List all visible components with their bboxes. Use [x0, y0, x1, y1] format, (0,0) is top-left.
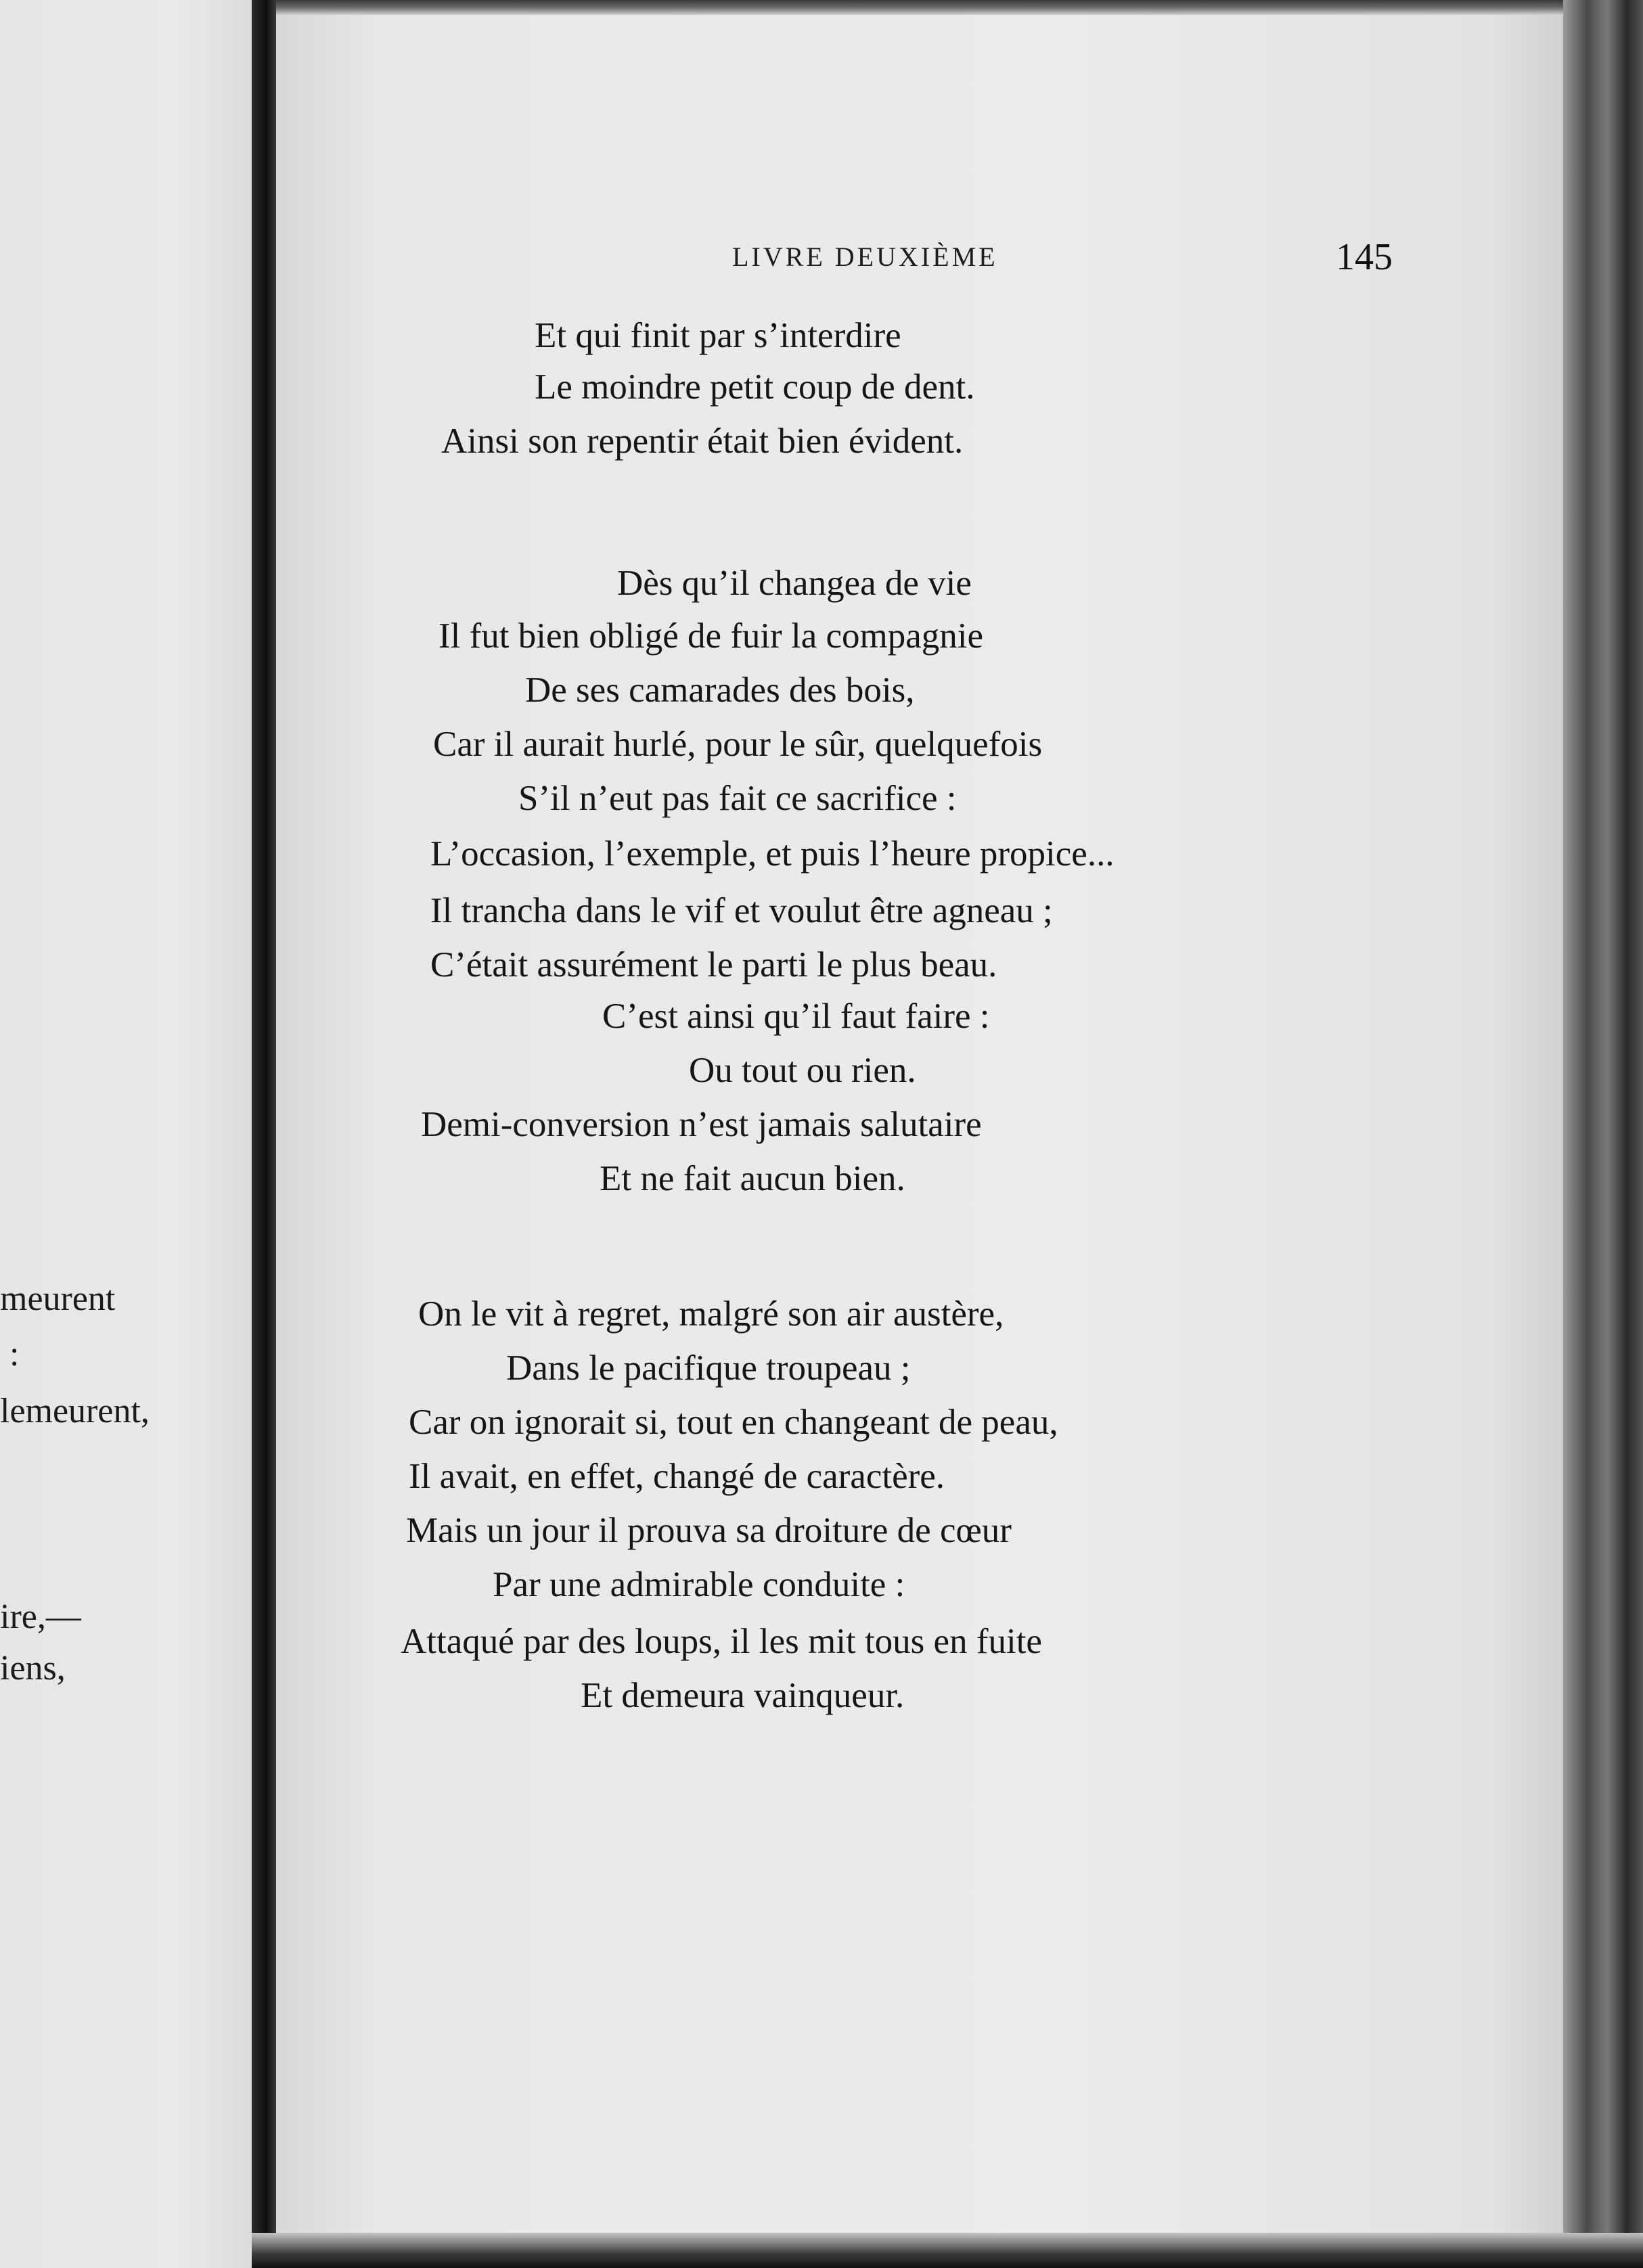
verse-line: Et demeura vainqueur.	[581, 1676, 905, 1715]
verse-line: C’était assurément le parti le plus beau.	[430, 945, 997, 984]
verse-line: Car on ignorait si, tout en changeant de peau,	[409, 1403, 1058, 1442]
verse-line: Le moindre petit coup de dent.	[535, 367, 975, 407]
left-page-text: iens,	[0, 1649, 66, 1687]
page-number: 145	[1336, 236, 1393, 278]
verse-line: Il fut bien obligé de fuir la compagnie	[438, 616, 984, 656]
verse-line: Par une admirable conduite :	[493, 1565, 905, 1604]
verse-line: Demi-conversion n’est jamais salutaire	[421, 1105, 982, 1144]
verse-line: Et ne fait aucun bien.	[600, 1159, 905, 1198]
verse-line: Il avait, en effet, changé de caractère.	[409, 1457, 945, 1496]
page-top-edge	[276, 0, 1575, 15]
verse-line: Dans le pacifique troupeau ;	[506, 1348, 911, 1388]
verse-line: Mais un jour il prouva sa droiture de cœur	[406, 1511, 1012, 1550]
verse-line: C’est ainsi qu’il faut faire :	[602, 997, 990, 1036]
verse-line: Ainsi son repentir était bien évident.	[441, 422, 964, 461]
verse-line: De ses camarades des bois,	[525, 671, 915, 710]
verse-line: L’occasion, l’exemple, et puis l’heure propice...	[430, 834, 1115, 874]
left-page-fragment	[0, 0, 252, 2268]
verse-line: S’il n’eut pas fait ce sacrifice :	[518, 779, 957, 818]
verse-line: Dès qu’il changea de vie	[617, 564, 972, 603]
left-page-text: lemeurent,	[0, 1392, 150, 1430]
verse-line: Ou tout ou rien.	[689, 1051, 916, 1090]
left-page-text: :	[9, 1335, 20, 1374]
verse-line: On le vit à regret, malgré son air austère,	[418, 1294, 1004, 1334]
left-page-text: meurent	[0, 1279, 116, 1318]
verse-line: Car il aurait hurlé, pour le sûr, quelquefois	[433, 725, 1043, 764]
page-bottom-edge	[252, 2233, 1643, 2268]
book-gutter	[252, 0, 276, 2268]
left-page-text: ire,—	[0, 1597, 81, 1636]
running-head: LIVRE DEUXIÈME	[732, 242, 998, 272]
verse-line: Il trancha dans le vif et voulut être agneau ;	[430, 891, 1053, 930]
verse-line: Et qui finit par s’interdire	[535, 316, 901, 355]
verse-line: Attaqué par des loups, il les mit tous en fuite	[401, 1622, 1042, 1661]
page-fore-edge	[1563, 0, 1643, 2268]
